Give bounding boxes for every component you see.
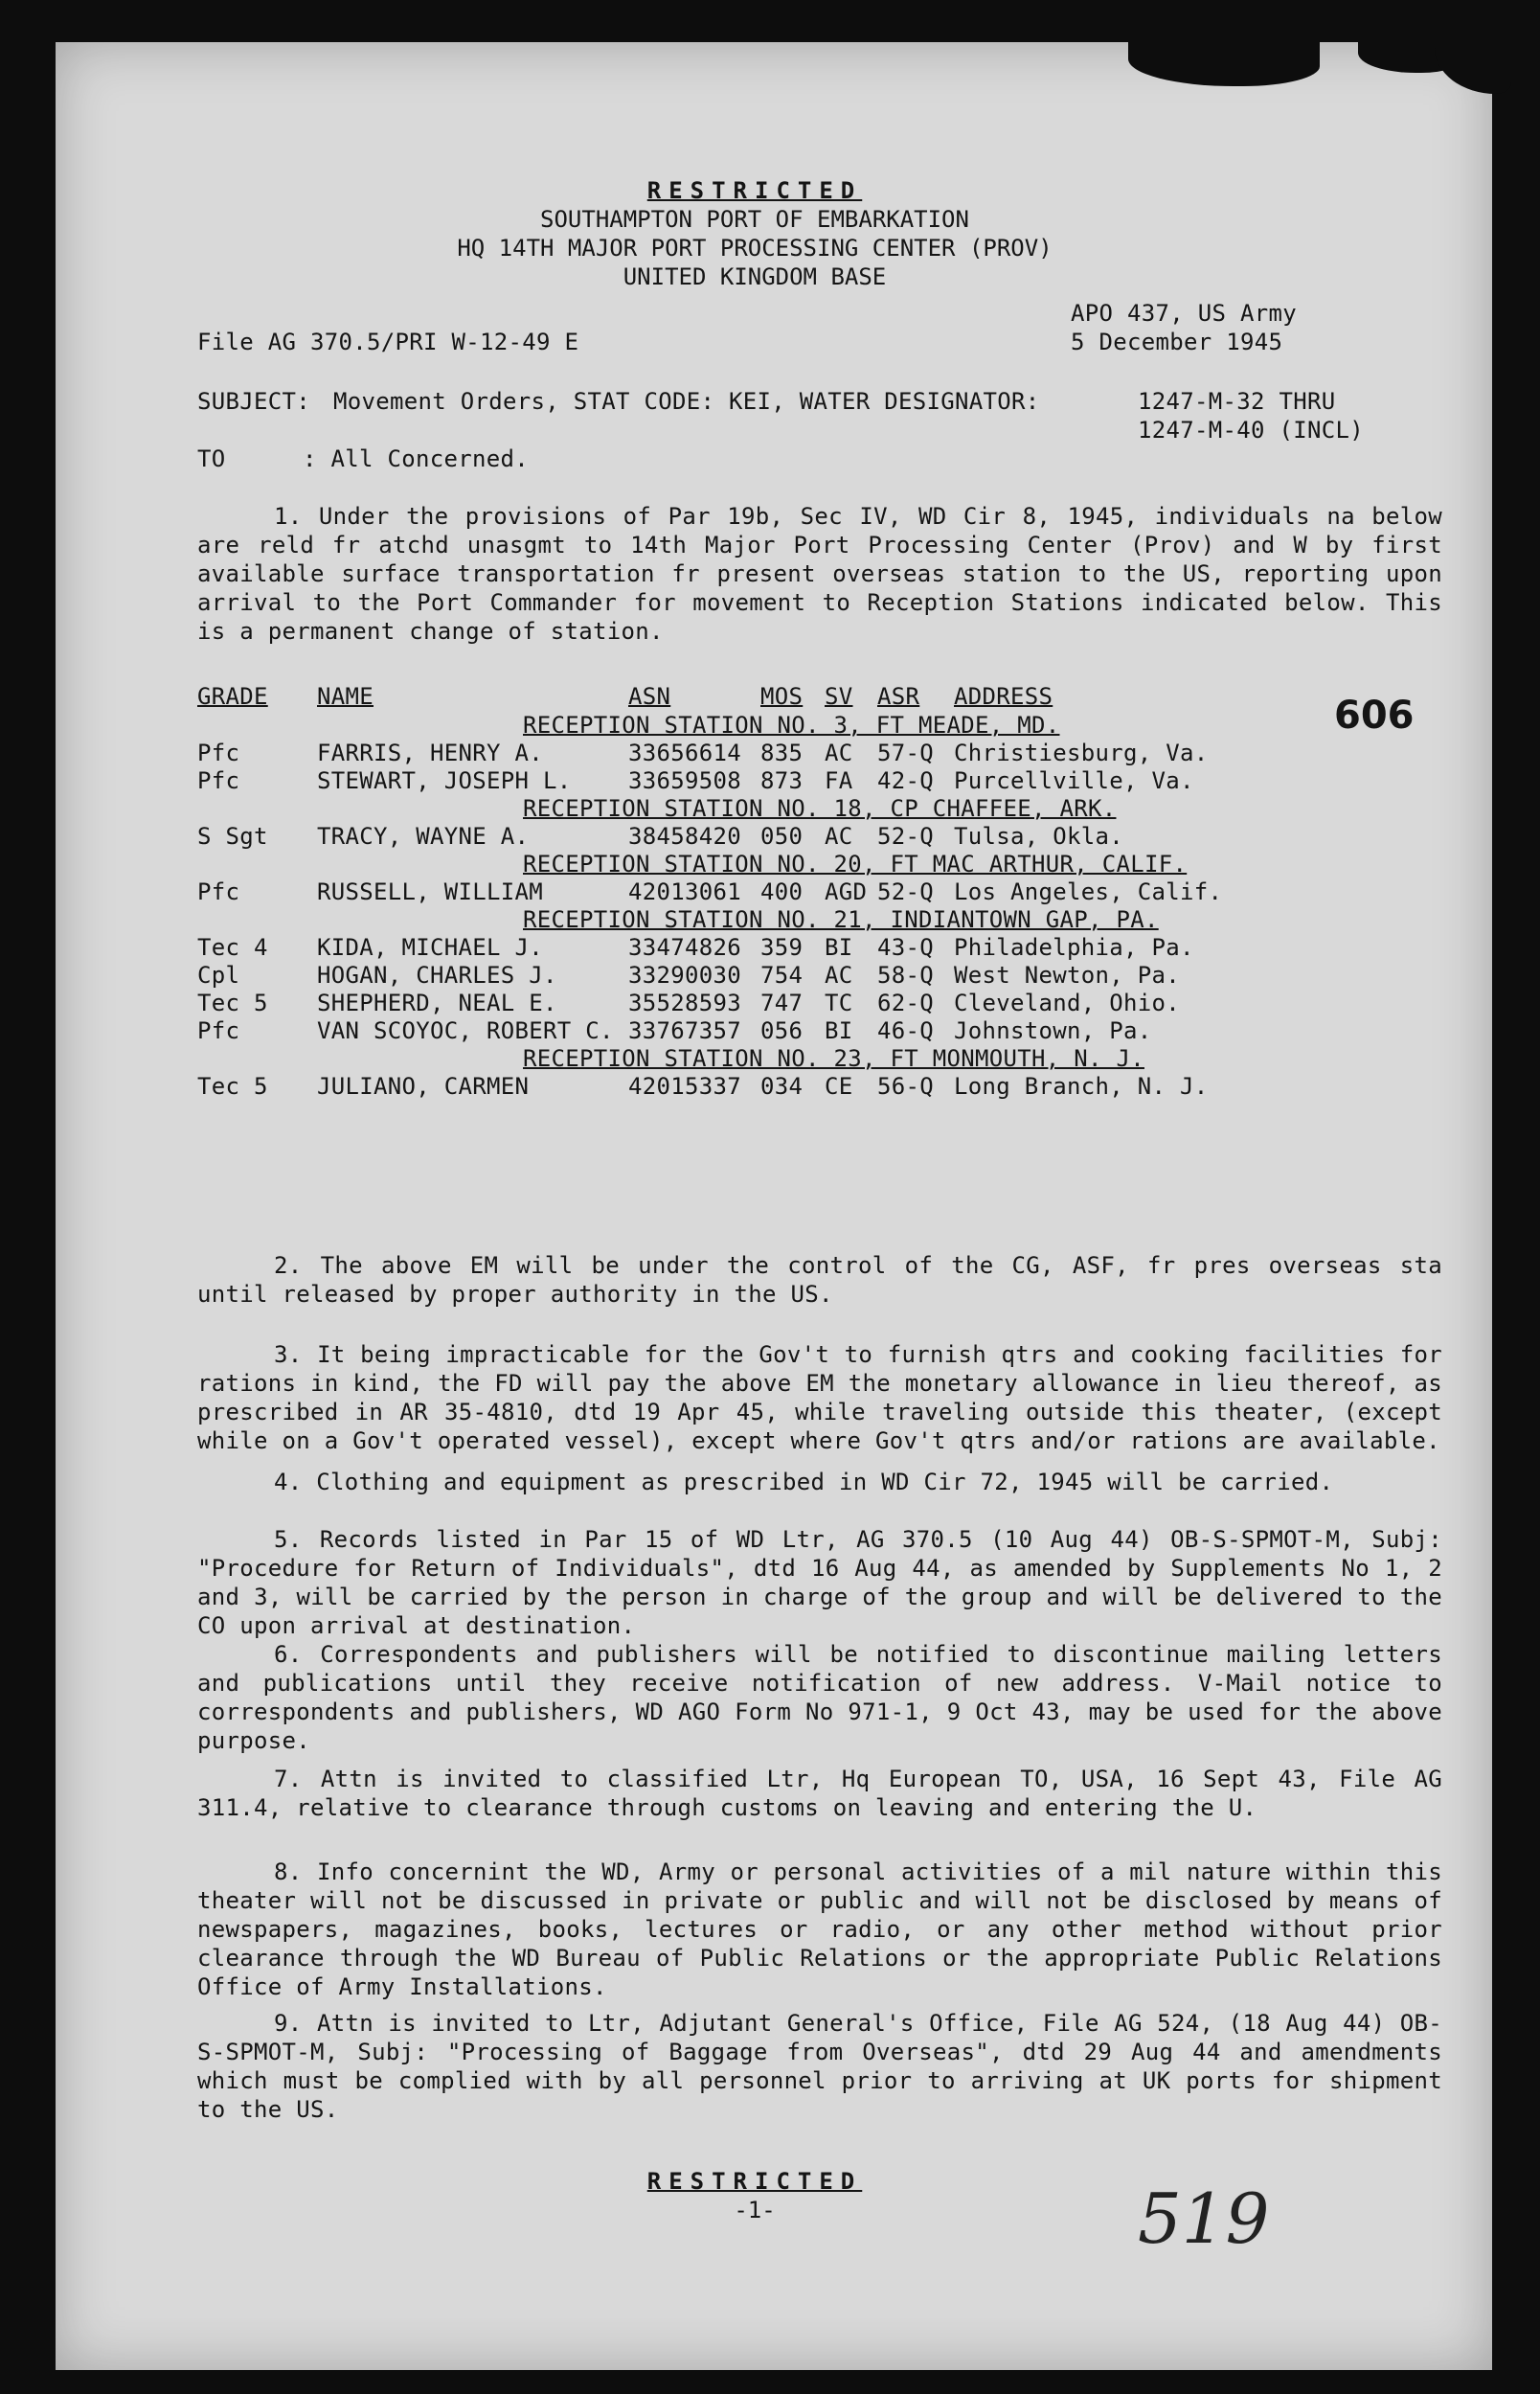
cell-grade: Pfc (197, 767, 240, 794)
cell-sv: AC (825, 823, 853, 850)
reception-station-label: RECEPTION STATION NO. 23, FT MONMOUTH, N. J. (523, 1045, 1144, 1072)
file-reference: File AG 370.5/PRI W-12-49 E (197, 329, 579, 355)
subject-label: SUBJECT: (197, 388, 310, 415)
cell-asn: 33474826 (628, 934, 741, 961)
paragraph-7 (197, 1765, 1442, 1822)
roster-row (197, 961, 1442, 990)
paragraph-number: 1. (274, 503, 303, 530)
cell-sv: AC (825, 962, 853, 989)
personnel-roster (197, 682, 1442, 1238)
col-header-sv: SV (825, 683, 853, 710)
header-line-1: SOUTHAMPTON PORT OF EMBARKATION (540, 206, 969, 233)
paragraph-8 (197, 1858, 1442, 2001)
roster-row (197, 766, 1442, 795)
torn-edge (1128, 36, 1320, 86)
cell-asr: 42-Q (877, 767, 934, 794)
reception-station-heading (197, 905, 1442, 934)
cell-name: STEWART, JOSEPH L. (317, 767, 572, 794)
cell-name: JULIANO, CARMEN (317, 1073, 530, 1100)
paragraph-5 (197, 1525, 1442, 1640)
apo-line: APO 437, US Army (1071, 300, 1297, 327)
cell-grade: Tec 4 (197, 934, 268, 961)
reception-station-label: RECEPTION STATION NO. 21, INDIANTOWN GAP, PA. (523, 906, 1159, 933)
cell-name: TRACY, WAYNE A. (317, 823, 530, 850)
number-mark: 606 (1334, 694, 1415, 738)
cell-address: Los Angeles, Calif. (954, 878, 1223, 905)
cell-sv: TC (825, 990, 853, 1016)
col-header-address: ADDRESS (954, 683, 1053, 710)
cell-mos: 835 (760, 740, 804, 766)
cell-asn: 33659508 (628, 767, 741, 794)
cell-address: West Newton, Pa. (954, 962, 1180, 989)
cell-name: HOGAN, CHARLES J. (317, 962, 557, 989)
paragraph-text: The above EM will be under the control of the CG, ASF, fr pres overseas sta until released by proper authority in the US. (197, 1252, 1442, 1308)
cell-grade: Pfc (197, 878, 240, 905)
torn-edge (1435, 36, 1511, 94)
col-header-grade: GRADE (197, 683, 268, 710)
cell-asn: 42013061 (628, 878, 741, 905)
paragraph-text: It being impracticable for the Gov't to furnish qtrs and cooking facilities for rations in kind, the FD will pay the above EM the monetary allowance in lieu thereof, as prescribed in AR 35-4810, dtd 19 Apr 45, while traveling outside this theater, (except while on a Gov't operated vessel), except where Gov't qtrs and/or rations are available. (197, 1341, 1442, 1454)
cell-grade: Pfc (197, 740, 240, 766)
cell-asr: 52-Q (877, 823, 934, 850)
roster-row (197, 878, 1442, 906)
col-header-name: NAME (317, 683, 374, 710)
cell-address: Purcellville, Va. (954, 767, 1194, 794)
water-designator-1: 1247-M-32 THRU (1138, 388, 1336, 415)
classification-top: RESTRICTED (646, 177, 863, 204)
document-page (56, 42, 1492, 2370)
cell-asr: 43-Q (877, 934, 934, 961)
water-designator-2: 1247-M-40 (INCL) (1138, 417, 1364, 444)
paragraph-text: Correspondents and publishers will be notified to discontinue mailing letters and publications until they receive notification of new address. V-Mail notice to correspondents and publishers, WD AGO Form No 971-1, 9 Oct 43, may be used for the above purpose. (197, 1641, 1442, 1754)
cell-asn: 35528593 (628, 990, 741, 1016)
cell-mos: 400 (760, 878, 804, 905)
cell-sv: FA (825, 767, 853, 794)
cell-asn: 38458420 (628, 823, 741, 850)
paragraph-number: 5. (274, 1526, 303, 1553)
paragraph-6 (197, 1640, 1442, 1755)
paragraph-text: Info concernint the WD, Army or personal activities of a mil nature within this theater will not be discussed in private or public and will not be disclosed by means of newspapers, magazines, books, lectures or radio, or any other method without prior clearance through the WD Bureau of Public Relations or the appropriate Public Relations Office of Army Installations. (197, 1858, 1443, 2000)
cell-grade: S Sgt (197, 823, 268, 850)
reception-station-label: RECEPTION STATION NO. 20, FT MAC ARTHUR, CALIF. (523, 851, 1188, 878)
paragraph-number: 3. (274, 1341, 303, 1368)
cell-asn: 33290030 (628, 962, 741, 989)
cell-name: KIDA, MICHAEL J. (317, 934, 543, 961)
roster-row (197, 739, 1442, 767)
cell-mos: 056 (760, 1017, 804, 1044)
roster-row (197, 822, 1442, 851)
cell-sv: BI (825, 934, 853, 961)
col-header-asn: ASN (628, 683, 671, 710)
cell-asn: 42015337 (628, 1073, 741, 1100)
cell-asr: 57-Q (877, 740, 934, 766)
paragraph-number: 6. (274, 1641, 303, 1668)
cell-mos: 754 (760, 962, 804, 989)
roster-row (197, 1016, 1442, 1045)
cell-asn: 33767357 (628, 1017, 741, 1044)
cell-grade: Tec 5 (197, 990, 268, 1016)
cell-name: RUSSELL, WILLIAM (317, 878, 543, 905)
reception-station-label: RECEPTION STATION NO. 18, CP CHAFFEE, ARK. (523, 795, 1117, 822)
cell-grade: Cpl (197, 962, 240, 989)
cell-mos: 034 (760, 1073, 804, 1100)
cell-sv: AC (825, 740, 853, 766)
roster-row (197, 933, 1442, 962)
cell-mos: 359 (760, 934, 804, 961)
cell-grade: Tec 5 (197, 1073, 268, 1100)
page-number: -1- (734, 2197, 776, 2223)
header-line-2: HQ 14TH MAJOR PORT PROCESSING CENTER (PROV) (457, 235, 1053, 262)
cell-mos: 747 (760, 990, 804, 1016)
cell-address: Cleveland, Ohio. (954, 990, 1180, 1016)
header-line-3: UNITED KINGDOM BASE (623, 263, 887, 290)
col-header-asr: ASR (877, 683, 920, 710)
paragraph-2 (197, 1251, 1442, 1309)
document-date: 5 December 1945 (1071, 329, 1283, 355)
cell-mos: 050 (760, 823, 804, 850)
cell-sv: AGD (825, 878, 868, 905)
cell-name: SHEPHERD, NEAL E. (317, 990, 557, 1016)
paragraph-text: Under the provisions of Par 19b, Sec IV, WD Cir 8, 1945, individuals na below are reld fr atchd unasgmt to 14th Major Port Processing Center (Prov) and W by first available surface transportation fr present overseas station to the US, reporting upon arrival to the Port Commander for movement to Reception Stations indicated below. This is a permanent change of station. (197, 503, 1442, 645)
cell-sv: BI (825, 1017, 853, 1044)
classification-bottom: RESTRICTED (646, 2168, 863, 2195)
cell-grade: Pfc (197, 1017, 240, 1044)
reception-station-heading (197, 794, 1442, 823)
paragraph-text: Attn is invited to Ltr, Adjutant General's Office, File AG 524, (18 Aug 44) OB-S-SPMOT-M, Subj: "Processing of Baggage from Overseas", dtd 29 Aug 44 and amendments which must be complied with by all personnel prior to arriving at UK ports for shipment to the US. (197, 2010, 1443, 2123)
reception-station-label: RECEPTION STATION NO. 3, FT MEADE, MD. (523, 712, 1060, 739)
roster-row (197, 1072, 1442, 1101)
cell-asn: 33656614 (628, 740, 741, 766)
cell-address: Philadelphia, Pa. (954, 934, 1194, 961)
cell-sv: CE (825, 1073, 853, 1100)
cell-name: FARRIS, HENRY A. (317, 740, 543, 766)
paragraph-1 (197, 502, 1442, 646)
cell-address: Long Branch, N. J. (954, 1073, 1209, 1100)
paragraph-number: 9. (274, 2010, 303, 2037)
col-header-mos: MOS (760, 683, 804, 710)
paragraph-number: 4. (274, 1469, 303, 1495)
roster-row (197, 989, 1442, 1017)
cell-address: Christiesburg, Va. (954, 740, 1209, 766)
paragraph-4 (197, 1468, 1442, 1496)
cell-address: Johnstown, Pa. (954, 1017, 1152, 1044)
paragraph-text: Records listed in Par 15 of WD Ltr, AG 370.5 (10 Aug 44) OB-S-SPMOT-M, Subj: "Procedure for Return of Individuals", dtd 16 Aug 44, as amended by Supplements No 1, 2 and 3, will be carried by the person in charge of the group and will be delivered to the CO upon arrival at destination. (197, 1526, 1442, 1639)
cell-address: Tulsa, Okla. (954, 823, 1123, 850)
paragraph-number: 2. (274, 1252, 303, 1279)
to-label: TO (197, 445, 226, 472)
reception-station-heading (197, 850, 1442, 878)
cell-mos: 873 (760, 767, 804, 794)
handwritten-number: 519 (1138, 2178, 1270, 2259)
cell-asr: 56-Q (877, 1073, 934, 1100)
cell-asr: 46-Q (877, 1017, 934, 1044)
paragraph-9 (197, 2009, 1442, 2124)
paragraph-text: Clothing and equipment as prescribed in WD Cir 72, 1945 will be carried. (316, 1469, 1334, 1495)
paragraph-text: Attn is invited to classified Ltr, Hq European TO, USA, 16 Sept 43, File AG 311.4, relative to clearance through customs on leaving and entering the U. (197, 1766, 1442, 1821)
cell-asr: 62-Q (877, 990, 934, 1016)
roster-header-row (197, 682, 1442, 711)
to-text: : All Concerned. (303, 445, 529, 472)
subject-text: Movement Orders, STAT CODE: KEI, WATER DESIGNATOR: (333, 388, 1040, 415)
cell-asr: 58-Q (877, 962, 934, 989)
paragraph-number: 7. (274, 1766, 303, 1792)
reception-station-heading (197, 1044, 1442, 1073)
cell-name: VAN SCOYOC, ROBERT C. (317, 1017, 614, 1044)
paragraph-3 (197, 1340, 1442, 1455)
cell-asr: 52-Q (877, 878, 934, 905)
reception-station-heading (197, 711, 1442, 740)
paragraph-number: 8. (274, 1858, 303, 1885)
